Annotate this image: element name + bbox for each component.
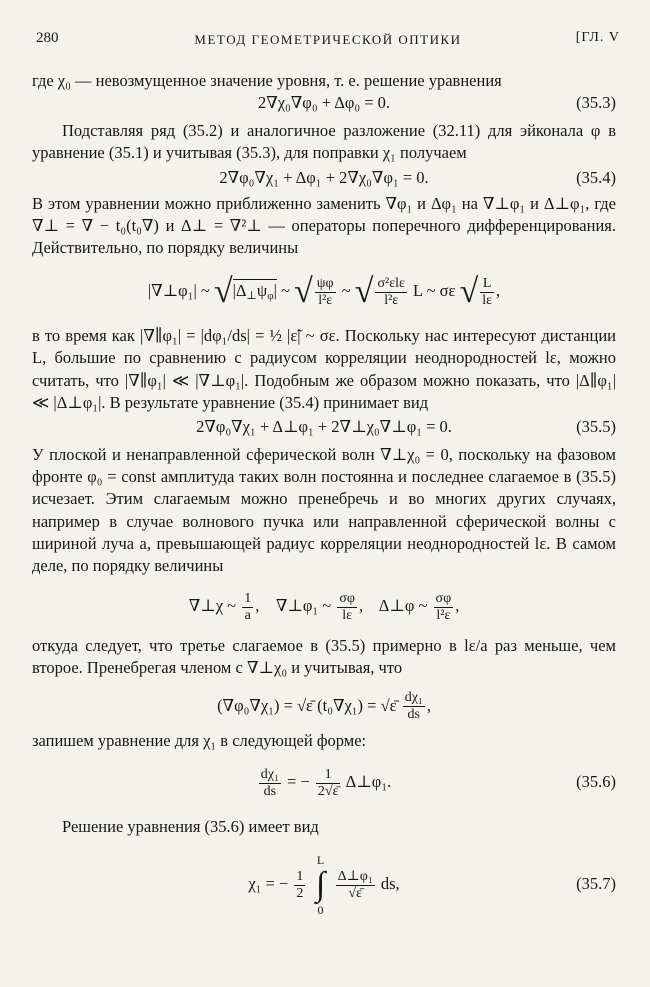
paragraph-3: В этом уравнении можно приближенно заменить ∇φ₁ и Δφ₁ на ∇⊥φ₁ и Δ⊥φ₁, где ∇⊥ = ∇ − t₀(t₀∇) и Δ⊥ = ∇²⊥ — операторы поперечного дифференцирования. Действительно, по порядку величины — [32, 193, 616, 258]
equation-35-5 — [32, 416, 616, 442]
page-number: 280 — [36, 30, 59, 46]
equation-number: (35.7) — [576, 874, 616, 894]
fraction: $\frac{\text{σ²εlε}}{\text{l²ε}}$ — [377, 275, 405, 308]
sqrt-icon: √ — [459, 273, 479, 311]
sqrt-icon: √ — [213, 273, 233, 311]
paragraph-5: У плоской и ненаправленной сферической волн ∇⊥χ₀ = 0, поскольку на фазовом фронте φ₀ = const амплитуда таких волн постоянна и последнее слагаемое в (35.5) исчезает. Этим слагаемым можно пренебречь и во многих других случаях, например в случае волнового пучка или направленной сферической волны с шириной луча a, превышающей радиус корреляции неоднородностей lε. В самом деле, по порядку величины — [32, 445, 616, 576]
radicand: $|\Delta_\perp\psi_\varphi|$ — [232, 281, 277, 303]
fraction: $\frac{\psi\varphi}{\text{l²ε}}$ — [316, 275, 334, 308]
scale-term-2: ∇⊥φ₁ ~ — [275, 596, 332, 616]
order-tail: , — [496, 281, 501, 301]
fraction: $\frac{\sigma\varphi}{l\varepsilon}$ — [339, 590, 355, 623]
paragraph-2: Подставляя ряд (35.2) и аналогичное разложение (32.11) для эйконала φ в уравнение (35.1) и учитывая (35.3), для поправки χ₁ получаем — [32, 121, 616, 163]
fraction: $\frac{1}{2}$ — [296, 868, 304, 901]
fraction: $\frac{\text{dχ₁}}{ds}$ — [404, 690, 423, 723]
equation-derivative: (∇φ₀∇χ₁) = √ε̄ (t₀∇χ₁) = √ε̄ $\frac{\text{dχ₁}}{ds}$ , — [217, 690, 431, 723]
equation-35-6 — [32, 756, 616, 808]
equation-scales: ∇⊥χ ~ $\frac{1}{a}$ , ∇⊥φ₁ ~ $\frac{\sigma\varphi}{l\varepsilon}$ , Δ⊥φ ~ $\frac{\sigma\varphi}{\text{l²ε}}$ , — [188, 590, 460, 623]
equation-number: (35.3) — [576, 93, 616, 113]
order-lhs: |∇⊥φ₁| ~ — [147, 281, 210, 301]
order-mid: L ~ σε — [413, 281, 456, 301]
paragraph-6: откуда следует, что третье слагаемое в (35.5) примерно в lε/a раз меньше, чем второе. Пренебрегая членом с ∇⊥χ₀ и учитывая, что — [32, 636, 616, 678]
scale-term-1: ∇⊥χ ~ — [188, 596, 237, 616]
integral-lower-limit: 0 — [317, 903, 324, 918]
equation-number: (35.6) — [576, 771, 616, 791]
sim-symbol: ~ — [341, 281, 351, 301]
fraction: $\frac{1}{a}$ — [244, 590, 252, 623]
equation-expr: 2∇φ₀∇χ₁ + Δφ₁ + 2∇χ₀∇φ₁ = 0. — [219, 167, 429, 187]
eq-rhs: Δ⊥φ₁. — [345, 771, 392, 791]
sqrt-icon: √ — [294, 273, 313, 311]
running-title: МЕТОД ГЕОМЕТРИЧЕСКОЙ ОПТИКИ — [194, 32, 462, 47]
paragraph-1: где χ₀ — невозмущенное значение уровня, т. е. решение уравнения — [32, 71, 502, 90]
deriv-lhs: (∇φ₀∇χ₁) = √ε̄ (t₀∇χ₁) = √ε̄ — [217, 695, 397, 715]
equation-35-7 — [32, 844, 616, 924]
eq-lhs: χ₁ = − — [248, 874, 289, 894]
paragraph-7: запишем уравнение для χ₁ в следующей форме: — [32, 730, 367, 750]
fraction: $\frac{\text{Δ⊥φ₁}}{√\varepsilon̄}$ — [337, 868, 373, 901]
page-body — [32, 70, 616, 924]
integral — [312, 853, 330, 917]
equals-minus: = − — [287, 771, 310, 791]
fraction: $\frac{\sigma\varphi}{\text{l²ε}}$ — [435, 590, 452, 623]
page-header — [36, 30, 620, 52]
integral-upper-limit: L — [316, 853, 325, 868]
fraction: $\frac{\text{dχ₁}}{ds}$ — [260, 766, 279, 799]
scale-term-3: Δ⊥φ ~ — [378, 596, 428, 616]
fraction: $\frac{L}{l\varepsilon}$ — [482, 275, 493, 308]
equation-35-4 — [32, 167, 616, 193]
equation-expr: 2∇χ₀∇φ₀ + Δφ₀ = 0. — [257, 93, 391, 113]
equation-expr: 2∇φ₀∇χ₁ + Δ⊥φ₁ + 2∇⊥χ₀∇⊥φ₁ = 0. — [196, 417, 452, 437]
paragraph-8: Решение уравнения (35.6) имеет вид — [62, 816, 319, 836]
equation-order-estimate — [32, 263, 616, 319]
chapter-label: [ГЛ. V — [575, 30, 620, 45]
sim-symbol: ~ — [281, 281, 290, 301]
equation-number: (35.4) — [576, 167, 616, 187]
equation-number: (35.5) — [576, 417, 616, 437]
paragraph-4: в то время как |∇∥φ₁| = |dφ₁/ds| = ½ |ε̃| ~ σε. Поскольку нас интересуют дистанции L, большие по сравнению с радиусом корреляции неоднородностей lε, можно считать, что |∇∥φ₁| ≪ |∇⊥φ₁|. Подобным же образом можно показать, что |Δ∥φ₁| ≪ |Δ⊥φ₁|. В результате уравнение (35.4) принимает вид — [32, 326, 616, 412]
equation-35-3 — [32, 92, 616, 116]
eq-tail: ds, — [380, 874, 400, 894]
integral-sign-icon: ∫ — [315, 866, 326, 904]
sqrt-icon: √ — [354, 273, 374, 311]
fraction: $\frac{1}{2√\varepsilon̄}$ — [317, 766, 339, 799]
